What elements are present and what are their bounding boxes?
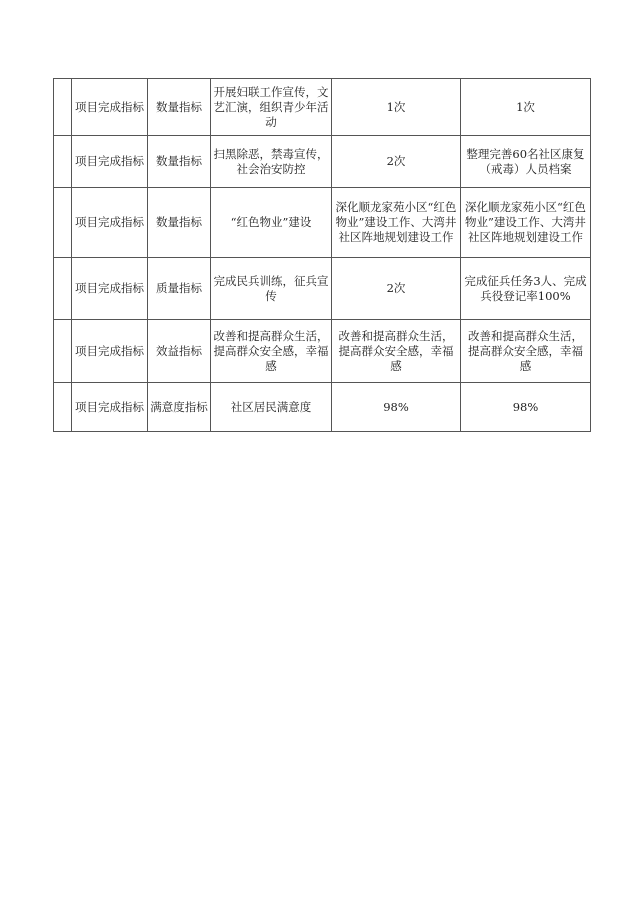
- indicator-cell: 开展妇联工作宣传，文艺汇演，组织青少年活动: [211, 79, 332, 136]
- actual-value-cell: 整理完善60名社区康复（戒毒）人员档案: [461, 136, 591, 188]
- table-row: [54, 320, 591, 383]
- target-value-cell: 98%: [332, 383, 461, 432]
- actual-value-cell: 98%: [461, 383, 591, 432]
- level1-cell: 项目完成指标: [72, 383, 148, 432]
- actual-value-cell: 改善和提高群众生活，提高群众安全感，幸福感: [461, 320, 591, 383]
- target-value-cell: 1次: [332, 79, 461, 136]
- level1-cell: 项目完成指标: [72, 320, 148, 383]
- level2-cell: 质量指标: [148, 258, 211, 320]
- performance-indicator-table: [53, 78, 591, 432]
- indicator-cell: 完成民兵训练，征兵宣传: [211, 258, 332, 320]
- actual-value-cell: 1次: [461, 79, 591, 136]
- level1-cell: 项目完成指标: [72, 258, 148, 320]
- lead-cell: [54, 258, 72, 320]
- table-row: [54, 383, 591, 432]
- table-row: [54, 188, 591, 258]
- lead-cell: [54, 320, 72, 383]
- level2-cell: 数量指标: [148, 188, 211, 258]
- level1-cell: 项目完成指标: [72, 79, 148, 136]
- level2-cell: 效益指标: [148, 320, 211, 383]
- target-value-cell: 2次: [332, 258, 461, 320]
- level1-cell: 项目完成指标: [72, 136, 148, 188]
- level2-cell: 数量指标: [148, 79, 211, 136]
- lead-cell: [54, 188, 72, 258]
- indicator-cell: “红色物业”建设: [211, 188, 332, 258]
- target-value-cell: 2次: [332, 136, 461, 188]
- level1-cell: 项目完成指标: [72, 188, 148, 258]
- level2-cell: 数量指标: [148, 136, 211, 188]
- table-row: [54, 136, 591, 188]
- target-value-cell: 改善和提高群众生活，提高群众安全感，幸福感: [332, 320, 461, 383]
- lead-cell: [54, 136, 72, 188]
- actual-value-cell: 完成征兵任务3人、完成兵役登记率100%: [461, 258, 591, 320]
- indicator-cell: 社区居民满意度: [211, 383, 332, 432]
- level2-cell: 满意度指标: [148, 383, 211, 432]
- lead-cell: [54, 79, 72, 136]
- table-row: [54, 79, 591, 136]
- indicator-cell: 扫黑除恶，禁毒宣传，社会治安防控: [211, 136, 332, 188]
- indicator-cell: 改善和提高群众生活，提高群众安全感，幸福感: [211, 320, 332, 383]
- actual-value-cell: 深化顺龙家苑小区“红色物业”建设工作、大湾井社区阵地规划建设工作: [461, 188, 591, 258]
- lead-cell: [54, 383, 72, 432]
- target-value-cell: 深化顺龙家苑小区“红色物业”建设工作、大湾井社区阵地规划建设工作: [332, 188, 461, 258]
- table-row: [54, 258, 591, 320]
